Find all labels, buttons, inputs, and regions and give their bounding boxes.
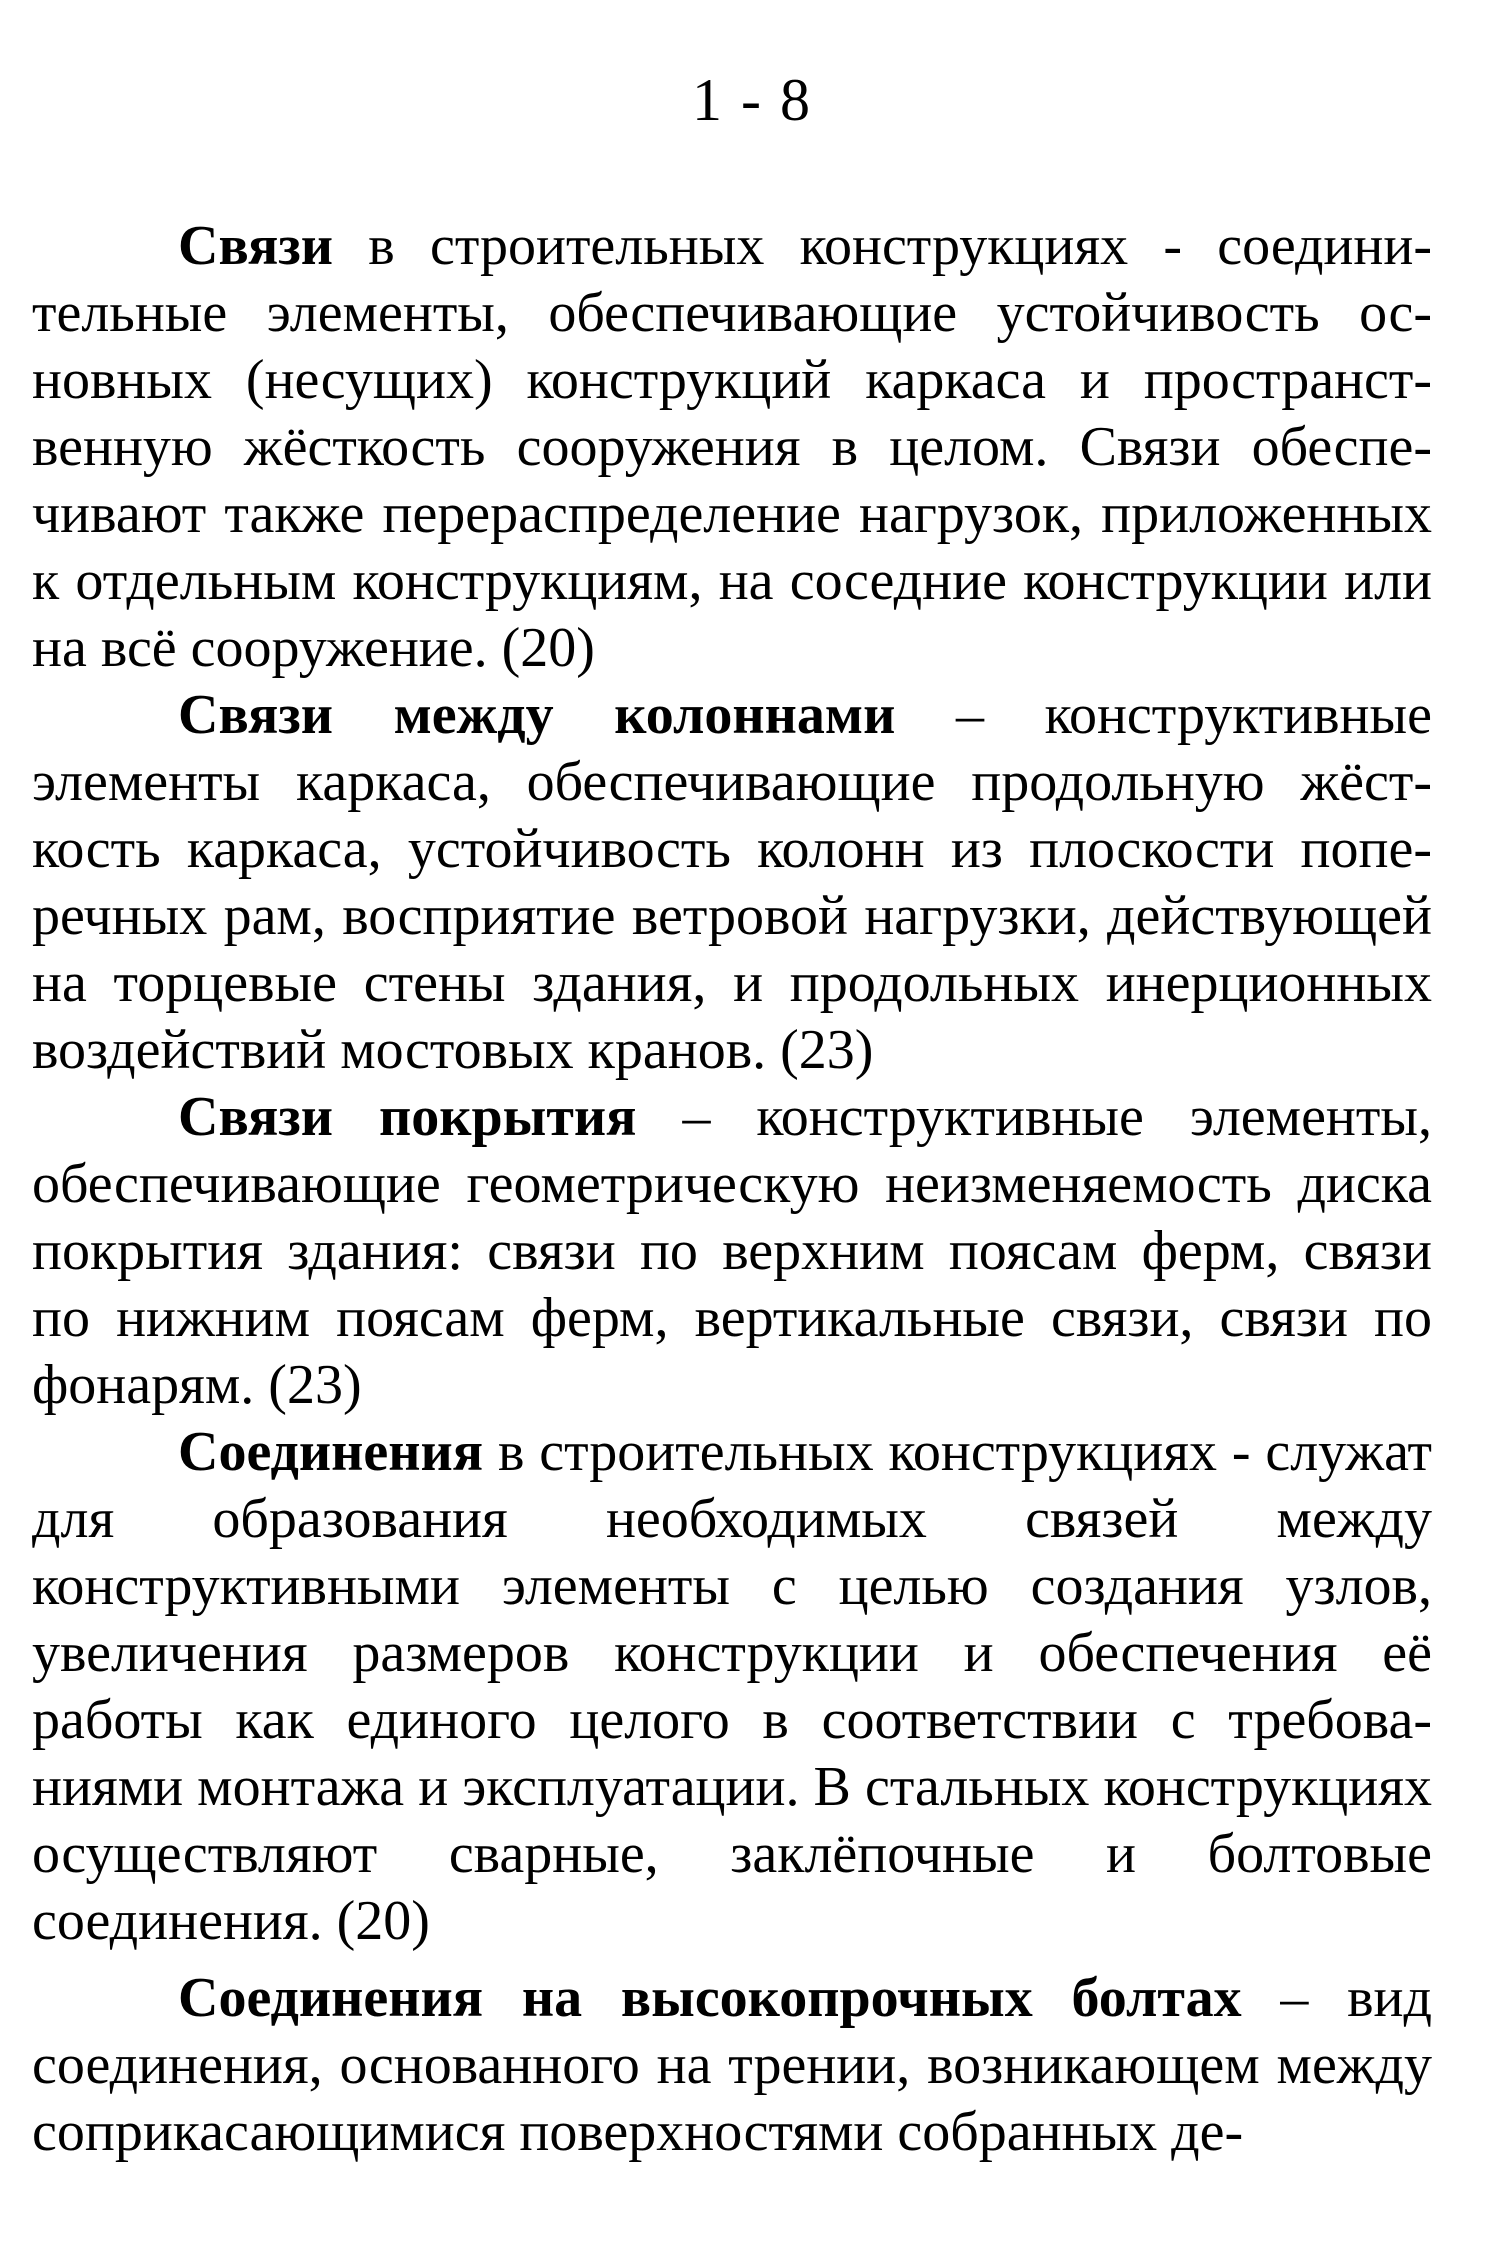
entry-definition: – конструктивные элементы каркаса, обеспечивающие продольную жёсткость каркаса, устойчивость колонн из плоскости поперечных рам, восприятие ветровой нагрузки, действующей на торцевые стены здания, и продольных инерционных воздействий мостовых кранов. (23) [32,684,1432,1081]
glossary-text [32,213,1432,2166]
entry-term: Соединения [178,1421,484,1483]
page-number: 1 - 8 [692,67,812,133]
entry-definition: – конструктивные элементы, обеспечивающие геометрическую неизменяемость диска покрытия здания: связи по верхним поясам ферм, связи по нижним поясам ферм, вертикальные связи, связи по фонарям. (23) [32,1086,1432,1416]
entry-term: Связи покрытия [178,1086,637,1148]
glossary-entry [32,1965,1432,2166]
entry-term: Соединения на высокопрочных болтах [178,1967,1242,2029]
glossary-entry [32,1419,1432,1955]
glossary-entry [32,213,1432,682]
entry-definition: в строительных конструкциях - служат для образования необходимых связей между конструктивными элементы с целью создания узлов, увеличения размеров конструкции и обеспечения её работы как единого целого в соответствии с требованиями монтажа и эксплуатации. В стальных конструкциях осуществляют сварные, заклёпочные и болтовые соединения. (20) [32,1421,1432,1952]
entry-definition: – вид соединения, основанного на трении, возникающем между соприкасающимися поверхностями собранных де- [32,1967,1432,2163]
glossary-entry [32,682,1432,1084]
entry-term: Связи [178,215,334,277]
entry-term: Связи между колоннами [178,684,896,746]
glossary-entry [32,1084,1432,1419]
entry-definition: в строительных конструкциях - соединительные элементы, обеспечивающие устойчивость основных (несущих) конструкций каркаса и пространственную жёсткость сооружения в целом. Связи обеспечивают также перераспределение нагрузок, приложенных к отдельным конструкциям, на соседние конструкции или на всё сооружение. (20) [32,215,1432,679]
